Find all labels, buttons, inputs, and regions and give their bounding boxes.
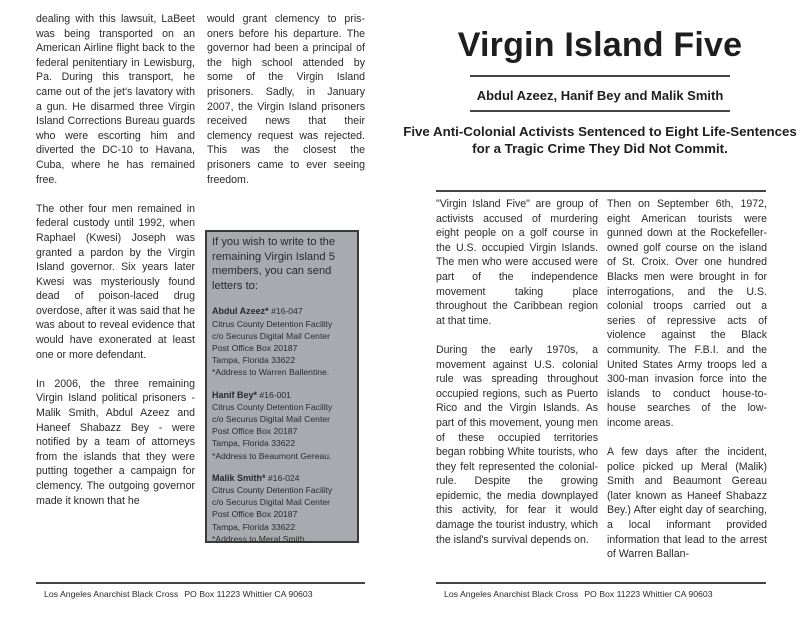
address-line: Tampa, Florida 33622	[212, 355, 296, 366]
address-line: Post Office Box 20187	[212, 509, 298, 520]
address-line: Citrus County Detention Facility	[212, 485, 333, 496]
prisoner-name: Malik Smith*	[212, 472, 266, 483]
prisoner-number: #16-047	[271, 306, 303, 317]
paragraph-labeet-escape: dealing with this lawsuit, LaBeet was being transported on an American Airline flight back to the federal penitentiary in Lewisburg, Pa. During this transport, he came out of the jet's lavatory with a gun. He disarmed three Virgin Island Corrections Bureau guards who were escorting him and diverted the DC-10 to Havana, Cuba, where he has remained free.	[36, 13, 195, 186]
left-column-1	[36, 12, 195, 523]
paragraph-september-1972: Then on September 6th, 1972, eight American tourists were gunned down at the Rockefeller-owned golf course on the island of St. Croix. Over one hundred Blacks men were brought in for interrogations, and the U.S. colonial troops carried out a series of repressive acts of violence against the Black community. The F.B.I. and the United States Army troops led a 300-man invasion force into the islands to conduct house-to-house searches of the low-income areas.	[607, 198, 767, 429]
address-line: Tampa, Florida 33622	[212, 438, 296, 449]
address-block-hanif-bey	[212, 389, 352, 462]
address-line: Citrus County Detention Facility	[212, 401, 333, 412]
footer-address: PO Box 11223 Whittier CA 90603	[584, 589, 713, 599]
footer	[444, 589, 713, 599]
subtitle-rule	[470, 110, 730, 112]
left-column-2	[207, 12, 365, 202]
address-line: Citrus County Detention Facility	[212, 318, 333, 329]
paragraph-1970s-movement: During the early 1970s, a movement against U.S. colonial rule was spreading throughout occupied regions, such as Puerto Rico and the Virgin Islands. As part of this movement, young men of these occupied territories began robbing White tourists, who they felt represented the colonial-rule. Despite the growing epidemic, the media downplayed this activity, for fear it would damage the tourist industry, which the island's survival depends on.	[436, 343, 598, 546]
address-line: Tampa, Florida 33622	[212, 521, 296, 532]
address-block-abdul-azeez	[212, 305, 352, 378]
tagline: Five Anti-Colonial Activists Sentenced to Eight Life-Sentences for a Tragic Crime They Did Not Commit.	[403, 124, 797, 156]
address-line: Post Office Box 20187	[212, 426, 298, 437]
title-rule	[470, 75, 730, 77]
address-line: Post Office Box 20187	[212, 342, 298, 353]
subtitle: Abdul Azeez, Hanif Bey and Malik Smith	[476, 88, 724, 103]
right-page	[400, 0, 800, 618]
paragraph-intro: "Virgin Island Five" are group of activists accused of murdering eight people on a golf course in the U.S. occupied Virgin Islands. The men who were accused were part of the independence movement taking place throughout the Caribbean region at that time.	[436, 198, 598, 327]
paragraph-arrests: A few days after the incident, police picked up Meral (Malik) Smith and Beaumont Gereau (later known as Haneef Shabazz Bey.) After eight day of searching, a local informant provided information that lead to the arrest of Warren Ballan-	[607, 446, 767, 561]
prisoner-number: #16-024	[267, 472, 300, 483]
header-rule	[436, 190, 766, 192]
address-block-malik-smith	[212, 472, 352, 545]
address-line: c/o Securus Digital Mail Center	[212, 414, 330, 424]
footer	[44, 589, 313, 599]
prisoner-number: #16-001	[259, 389, 291, 400]
footer-rule	[36, 582, 365, 584]
address-note: *Address to Meral Smith.	[212, 533, 308, 544]
paragraph-kwesi-pardon: The other four men remained in federal custody until 1992, when Raphael (Kwesi) Joseph was granted a pardon by the Virgin Island governor. Six years later Kwesi was mysteriously found dead of poison-laced drug overdose, after it was said that he was about to reveal evidence that would have exonerated at least one or more defendant.	[36, 202, 195, 361]
address-line: c/o Securus Digital Mail Center	[212, 330, 330, 341]
letter-writing-box	[205, 230, 359, 543]
paragraph-clemency-rejected: would grant clemency to prisoners before his departure. The governor had been a principal of the high school attended by some of the Virgin Island prisoners. Sadly, in January 2007, the Virgin Island prisoners received news that their clemency request was rejected. This was the closest the prisoners came to ever seeing freedom.	[207, 13, 365, 186]
footer-address: PO Box 11223 Whittier CA 90603	[184, 589, 313, 599]
right-column-1	[436, 197, 598, 562]
paragraph-clemency-campaign: In 2006, the three remaining Virgin Island political prisoners - Malik Smith, Abdul Azeez and Haneef Shabazz Bey - were notified by a team of attorneys from the islands that they were putting together a campaign for clemency. The outgoing governor made it known that he	[36, 377, 195, 507]
address-line: c/o Securus Digital Mail Center	[212, 497, 330, 508]
footer-organization: Los Angeles Anarchist Black Cross	[444, 589, 579, 599]
footer-rule	[436, 582, 766, 584]
prisoner-name: Abdul Azeez*	[212, 306, 269, 317]
address-note: *Address to Warren Ballentine.	[212, 367, 330, 378]
address-note: *Address to Beaumont Gereau.	[212, 450, 332, 461]
prisoner-name: Hanif Bey*	[212, 389, 258, 400]
page-title: Virgin Island Five	[457, 26, 743, 64]
right-column-2	[607, 197, 767, 576]
letter-box-intro: If you wish to write to the remaining Virgin Island 5 members, you can send letters to:	[212, 236, 336, 292]
footer-organization: Los Angeles Anarchist Black Cross	[44, 589, 179, 599]
